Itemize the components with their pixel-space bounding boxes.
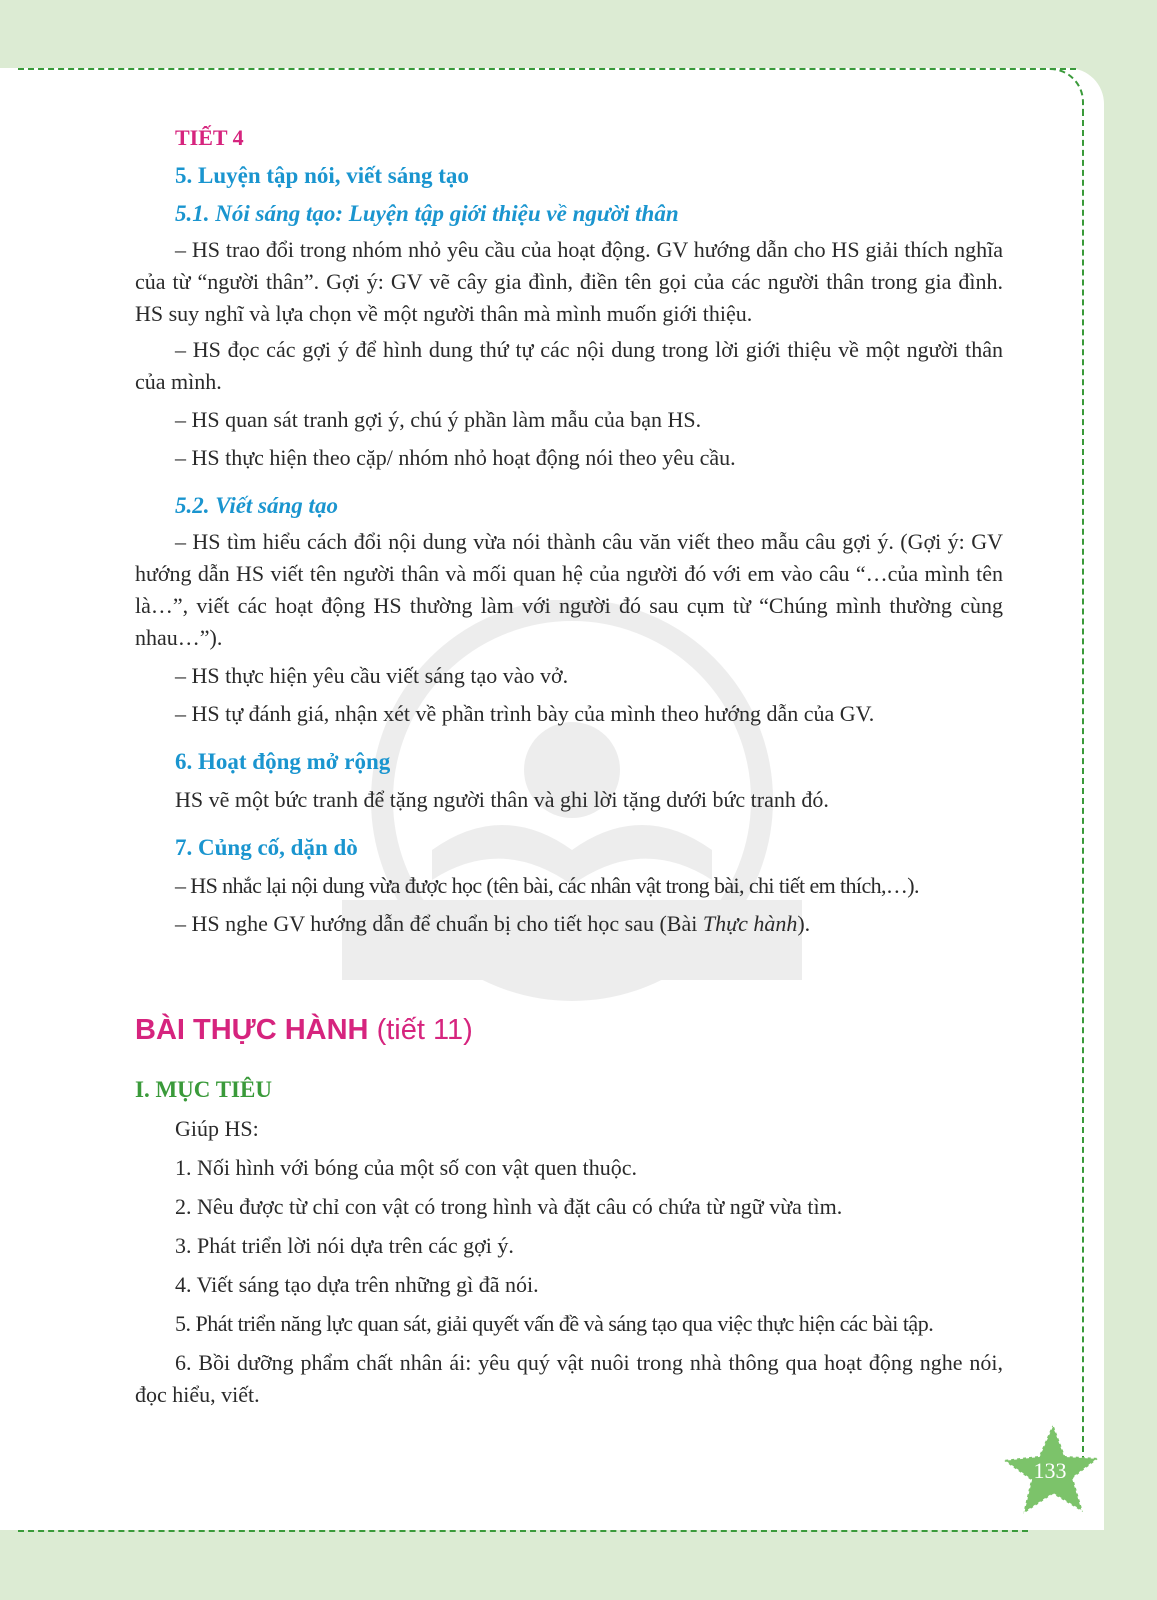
paragraph: – HS thực hiện theo cặp/ nhóm nhỏ hoạt động nói theo yêu cầu. <box>175 445 736 470</box>
paragraph: – HS tự đánh giá, nhận xét về phần trình bày của mình theo hướng dẫn của GV. <box>175 701 875 726</box>
objectives-heading: I. MỤC TIÊU <box>135 1077 272 1102</box>
section-5-2-heading: 5.2. Viết sáng tạo <box>175 493 338 518</box>
list-item: 3. Phát triển lời nói dựa trên các gợi ý. <box>175 1233 514 1258</box>
lesson-name-emphasis: Thực hành <box>702 911 798 936</box>
paragraph: – HS trao đổi trong nhóm nhỏ yêu cầu của hoạt động. GV hướng dẫn cho HS giải thích nghĩa của từ “người thân”. Gợi ý: GV vẽ cây gia đình, điền tên gọi của các người thân trong gia đình. HS suy nghĩ và lựa chọn về một người thân mà mình muốn giới thiệu. <box>135 237 1003 326</box>
paragraph: – HS nhắc lại nội dung vừa được học (tên bài, các nhân vật trong bài, chi tiết em thích,…). <box>175 873 919 898</box>
section-7-heading: 7. Củng cố, dặn dò <box>175 835 358 860</box>
paragraph: HS vẽ một bức tranh để tặng người thân và ghi lời tặng dưới bức tranh đó. <box>175 787 829 812</box>
section-5-heading: 5. Luyện tập nói, viết sáng tạo <box>175 163 469 188</box>
text-run: – HS nghe GV hướng dẫn để chuẩn bị cho tiết học sau (Bài <box>175 911 703 936</box>
lesson-title <box>135 1014 1003 1046</box>
text-run: ). <box>797 911 811 936</box>
list-item: 1. Nối hình với bóng của một số con vật quen thuộc. <box>175 1155 637 1180</box>
list-item: 6. Bồi dưỡng phẩm chất nhân ái: yêu quý vật nuôi trong nhà thông qua hoạt động nghe nói, đọc hiểu, viết. <box>135 1350 1003 1407</box>
objectives-intro: Giúp HS: <box>175 1116 259 1141</box>
dashed-border-right <box>1082 110 1084 1462</box>
list-item: 4. Viết sáng tạo dựa trên những gì đã nói. <box>175 1272 539 1297</box>
main-content <box>135 122 1003 1411</box>
lesson-period-heading: TIẾT 4 <box>175 125 244 150</box>
dashed-border-bottom <box>18 1530 1028 1532</box>
section-6-heading: 6. Hoạt động mở rộng <box>175 749 391 774</box>
list-item: 2. Nêu được từ chỉ con vật có trong hình và đặt câu có chứa từ ngữ vừa tìm. <box>175 1194 843 1219</box>
list-item: 5. Phát triển năng lực quan sát, giải quyết vấn đề và sáng tạo qua việc thực hiện các bài tập. <box>175 1311 934 1336</box>
section-5-1-heading: 5.1. Nói sáng tạo: Luyện tập giới thiệu về người thân <box>175 201 679 226</box>
lesson-title-sub: (tiết 11) <box>376 1014 473 1046</box>
paragraph: – HS quan sát tranh gợi ý, chú ý phần làm mẫu của bạn HS. <box>175 407 702 432</box>
paragraph <box>175 908 1003 940</box>
lesson-title-main: BÀI THỰC HÀNH <box>135 1014 369 1046</box>
page-number: 133 <box>1033 1458 1067 1483</box>
paragraph: – HS tìm hiểu cách đổi nội dung vừa nói thành câu văn viết theo mẫu câu gợi ý. (Gợi ý: GV hướng dẫn HS viết tên người thân và mối quan hệ của người đó với em vào câu “…của mình tên là…”, viết các hoạt động HS thường làm với người đó sau cụm từ “Chúng mình thường cùng nhau…”). <box>135 529 1003 650</box>
dashed-border-top <box>18 68 1076 70</box>
paragraph: – HS đọc các gợi ý để hình dung thứ tự các nội dung trong lời giới thiệu về một người thân của mình. <box>135 337 1003 394</box>
paragraph: – HS thực hiện yêu cầu viết sáng tạo vào vở. <box>175 663 569 688</box>
objectives-list <box>135 1113 1003 1411</box>
